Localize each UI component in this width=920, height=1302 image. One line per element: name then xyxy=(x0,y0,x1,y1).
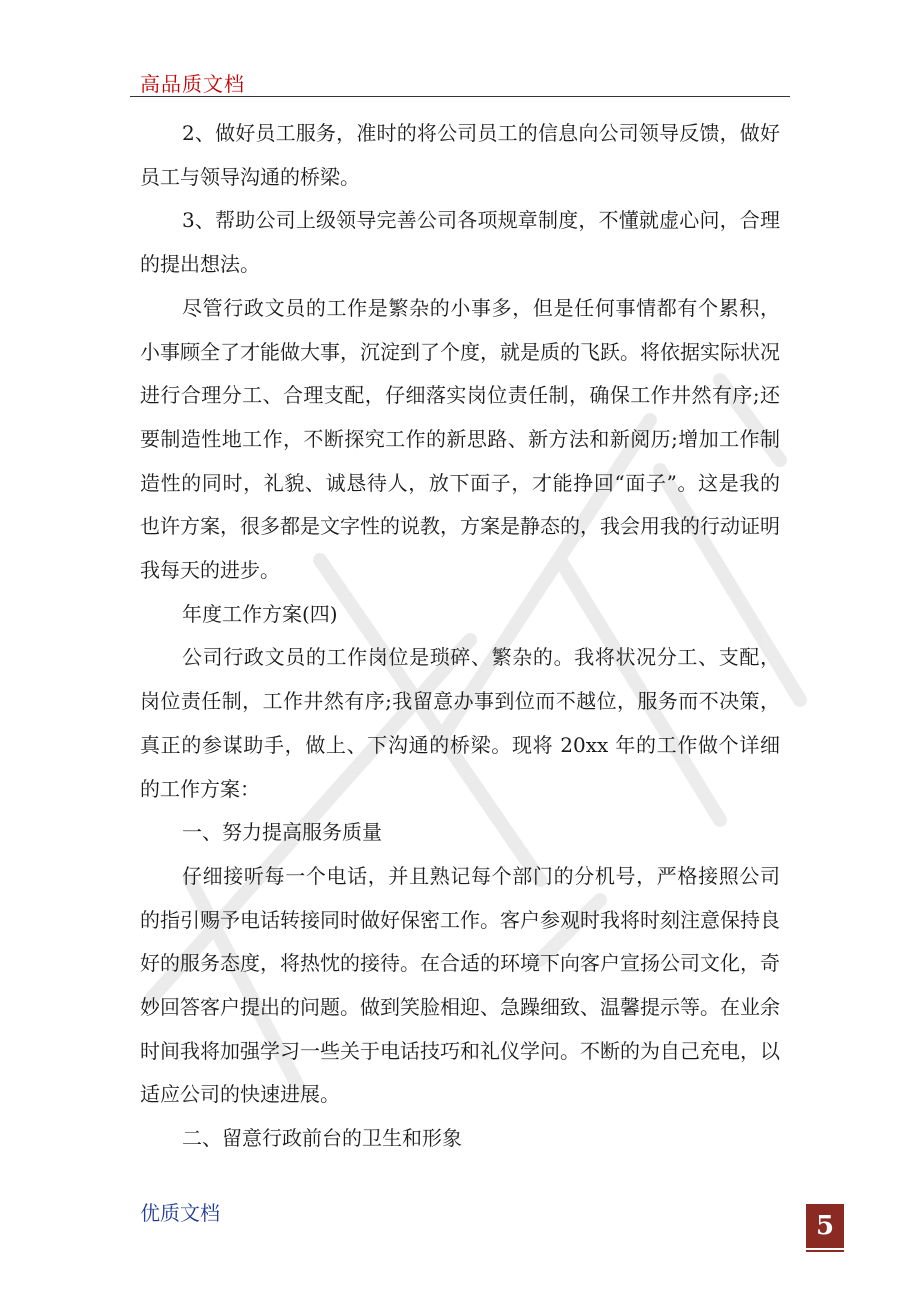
document-body xyxy=(140,112,780,1161)
page-number: 5 xyxy=(815,1211,835,1241)
section-heading: 二、留意行政前台的卫生和形象 xyxy=(182,1126,462,1151)
page-number-badge xyxy=(806,1204,844,1248)
header-divider xyxy=(130,96,790,97)
footer-title: 优质文档 xyxy=(140,1201,220,1225)
paragraph: 仔细接听每一个电话，并且熟记每个部门的分机号，严格接照公司的指引赐予电话转接同时做好保密工作。客户参观时我将时刻注意保持良好的服务态度，将热忱的接待。在合适的环境下向客户宣扬公司文化，奇妙回答客户提出的问题。做到笑脸相迎、急躁细致、温馨提示等。在业余时间我将加强学习一些关于电话技巧和礼仪学问。不断的为自己充电，以适应公司的快速进展。 xyxy=(140,863,780,1107)
paragraph: 尽管行政文员的工作是繁杂的小事多，但是任何事情都有个累积，小事顾全了才能做大事，沉淀到了个度，就是质的飞跃。将依据实际状况进行合理分工、合理支配，仔细落实岗位责任制，确保工作井然有序;还要制造性地工作，不断探究工作的新思路、新方法和新阅历;增加工作制造性的同时，礼貌、诚恳待人，放下面子，才能挣回“面子”。这是我的也许方案，很多都是文字性的说教，方案是静态的，我会用我的行动证明我每天的进步。 xyxy=(140,295,780,583)
paragraph: 2、做好员工服务，准时的将公司员工的信息向公司领导反馈，做好员工与领导沟通的桥梁。 xyxy=(140,121,780,189)
paragraph: 3、帮助公司上级领导完善公司各项规章制度，不懂就虚心问，合理的提出想法。 xyxy=(140,208,780,277)
paragraph: 公司行政文员的工作岗位是琐碎、繁杂的。我将状况分工、支配，岗位责任制，工作井然有序;我留意办事到位而不越位，服务而不决策，真正的参谋助手，做上、下沟通的桥梁。现将 20xx 年的工作做个详细的工作方案： xyxy=(140,645,780,801)
section-heading: 年度工作方案(四) xyxy=(182,601,338,626)
header-title: 高品质文档 xyxy=(140,72,245,96)
section-heading: 一、努力提高服务质量 xyxy=(182,820,382,845)
page-number-underline xyxy=(806,1250,844,1252)
